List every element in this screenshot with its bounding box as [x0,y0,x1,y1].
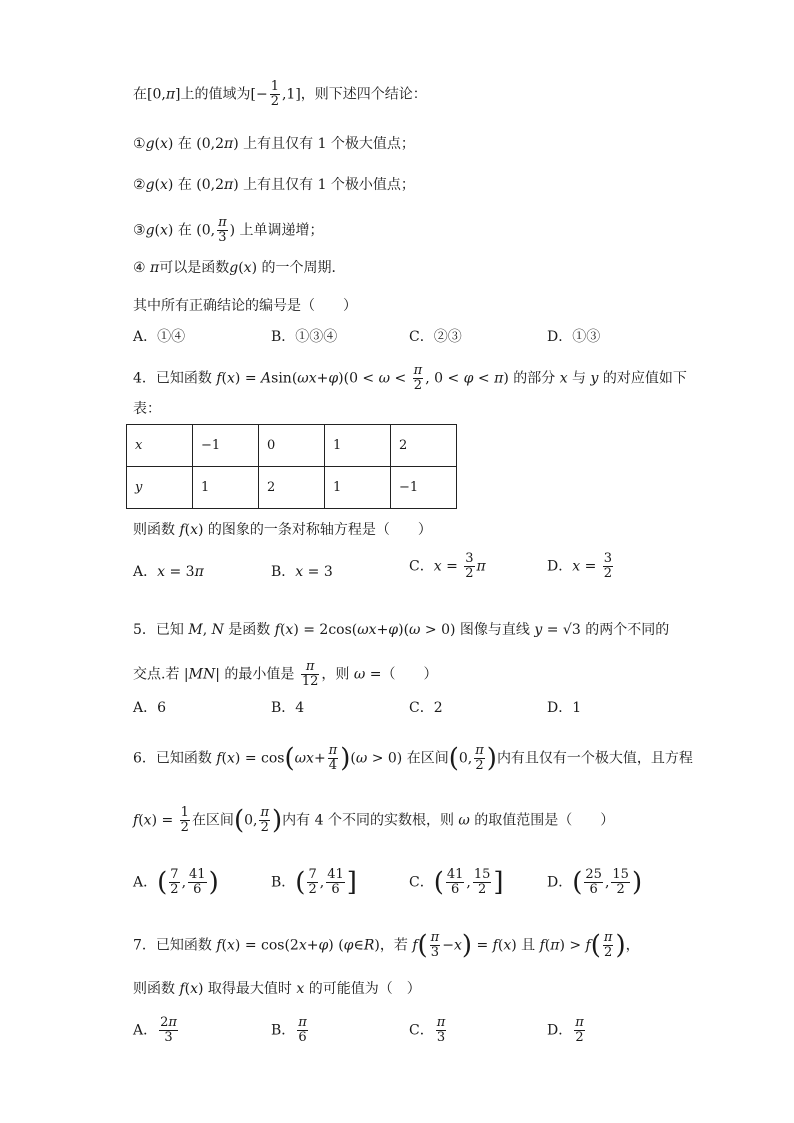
option-c: C．2 [409,700,443,716]
table-row [127,425,457,467]
table-cell: 1 [325,467,391,509]
option-c: C．②③ [409,329,462,345]
table-cell: 1 [325,425,391,467]
option-b: B．4 [271,700,305,716]
table-cell: −1 [391,467,457,509]
option-b: B．①③④ [271,329,338,345]
question-5-stem: 5．已知 M, N 是函数 f(x) = 2cos(ωx+φ)(ω > 0) 图像与直线 y = √3 的两个不同的 [133,622,670,638]
option-a: A． $\frac{2\pi}{3}$ [133,1015,177,1045]
option-b: B． $\frac{\pi}{6}$ [271,1015,307,1045]
option-a: A．x = 3π [133,564,204,580]
question-6-stem-2: f(x) = $\frac{1}{2}$ 在区间(0, $\frac{\pi}{2}$ )内有 4 个不同的实数根，则 ω 的取值范围是（ ） [133,805,615,836]
option-c: C．( $\frac{41}{6}$ , $\frac{15}{2}$ ] [409,867,504,898]
table-cell: 2 [391,425,457,467]
question-4-stem: 4．已知函数 f(x) = Asin(ωx+φ)(0 < ω < $\frac{\pi}{2}$ , 0 < φ < π) 的部分 x 与 y 的对应值如下 [133,363,687,393]
option-d: D．x = $\frac{3}{2}$ [547,551,613,581]
table-cell: y [127,467,193,509]
option-a: A．( $\frac{7}{2}$ , $\frac{41}{6}$ ) [133,867,219,898]
option-c: C． $\frac{\pi}{3}$ [409,1015,446,1045]
question-6-stem: 6．已知函数 f(x) = cos(ωx+ $\frac{\pi}{4}$ )(ω > 0) 在区间(0, $\frac{\pi}{2}$ )内有且仅有一个极大值，且方程 [133,743,693,774]
continuation-line: 在[0,π]上的值域为[− $\frac{1}{2}$ ,1]，则下述四个结论： [133,79,427,109]
question-7-stem: 7．已知函数 f(x) = cos(2x+φ) (φ∈R)，若 f( $\frac{\pi}{3}$ −x) = f(x) 且 f(π) > f( $\frac{\pi}{2}$ )， [133,930,640,961]
table-cell: x [127,425,193,467]
table-cell: 1 [193,467,259,509]
value-table [126,424,457,509]
table-cell: 0 [259,425,325,467]
option-d: D．1 [547,700,582,716]
question-4-stem-2: 表： [133,401,161,417]
conclusion-3: ③g(x) 在 (0, $\frac{\pi}{3}$ ) 上单调递增； [133,215,324,245]
option-d: D． $\frac{\pi}{2}$ [547,1015,584,1045]
option-b: B．( $\frac{7}{2}$ , $\frac{41}{6}$ ] [271,867,357,898]
question-3-ask: 其中所有正确结论的编号是（ ） [133,298,357,314]
conclusion-4: ④ π可以是函数g(x) 的一个周期． [133,260,346,276]
option-c: C．x = $\frac{3}{2}$ π [409,551,486,581]
question-4-ask: 则函数 f(x) 的图象的一条对称轴方程是（ ） [133,522,432,538]
question-7-stem-2: 则函数 f(x) 取得最大值时 x 的可能值为（ ） [133,981,421,997]
option-a: A．6 [133,700,167,716]
table-cell: −1 [193,425,259,467]
conclusion-1: ①g(x) 在 (0,2π) 上有且仅有 1 个极大值点； [133,136,415,152]
fraction: $\frac{1}{2}$ [270,79,279,109]
option-d: D．①③ [547,329,601,345]
conclusion-2: ②g(x) 在 (0,2π) 上有且仅有 1 个极小值点； [133,177,415,193]
option-a: A．①④ [133,329,186,345]
table-cell: 2 [259,467,325,509]
table-row [127,467,457,509]
question-5-stem-2: 交点.若 |MN| 的最小值是 $\frac{\pi}{12}$ ，则 ω =（ ） [133,659,438,689]
option-b: B．x = 3 [271,564,333,580]
option-d: D．( $\frac{25}{6}$ , $\frac{15}{2}$ ) [547,867,643,898]
